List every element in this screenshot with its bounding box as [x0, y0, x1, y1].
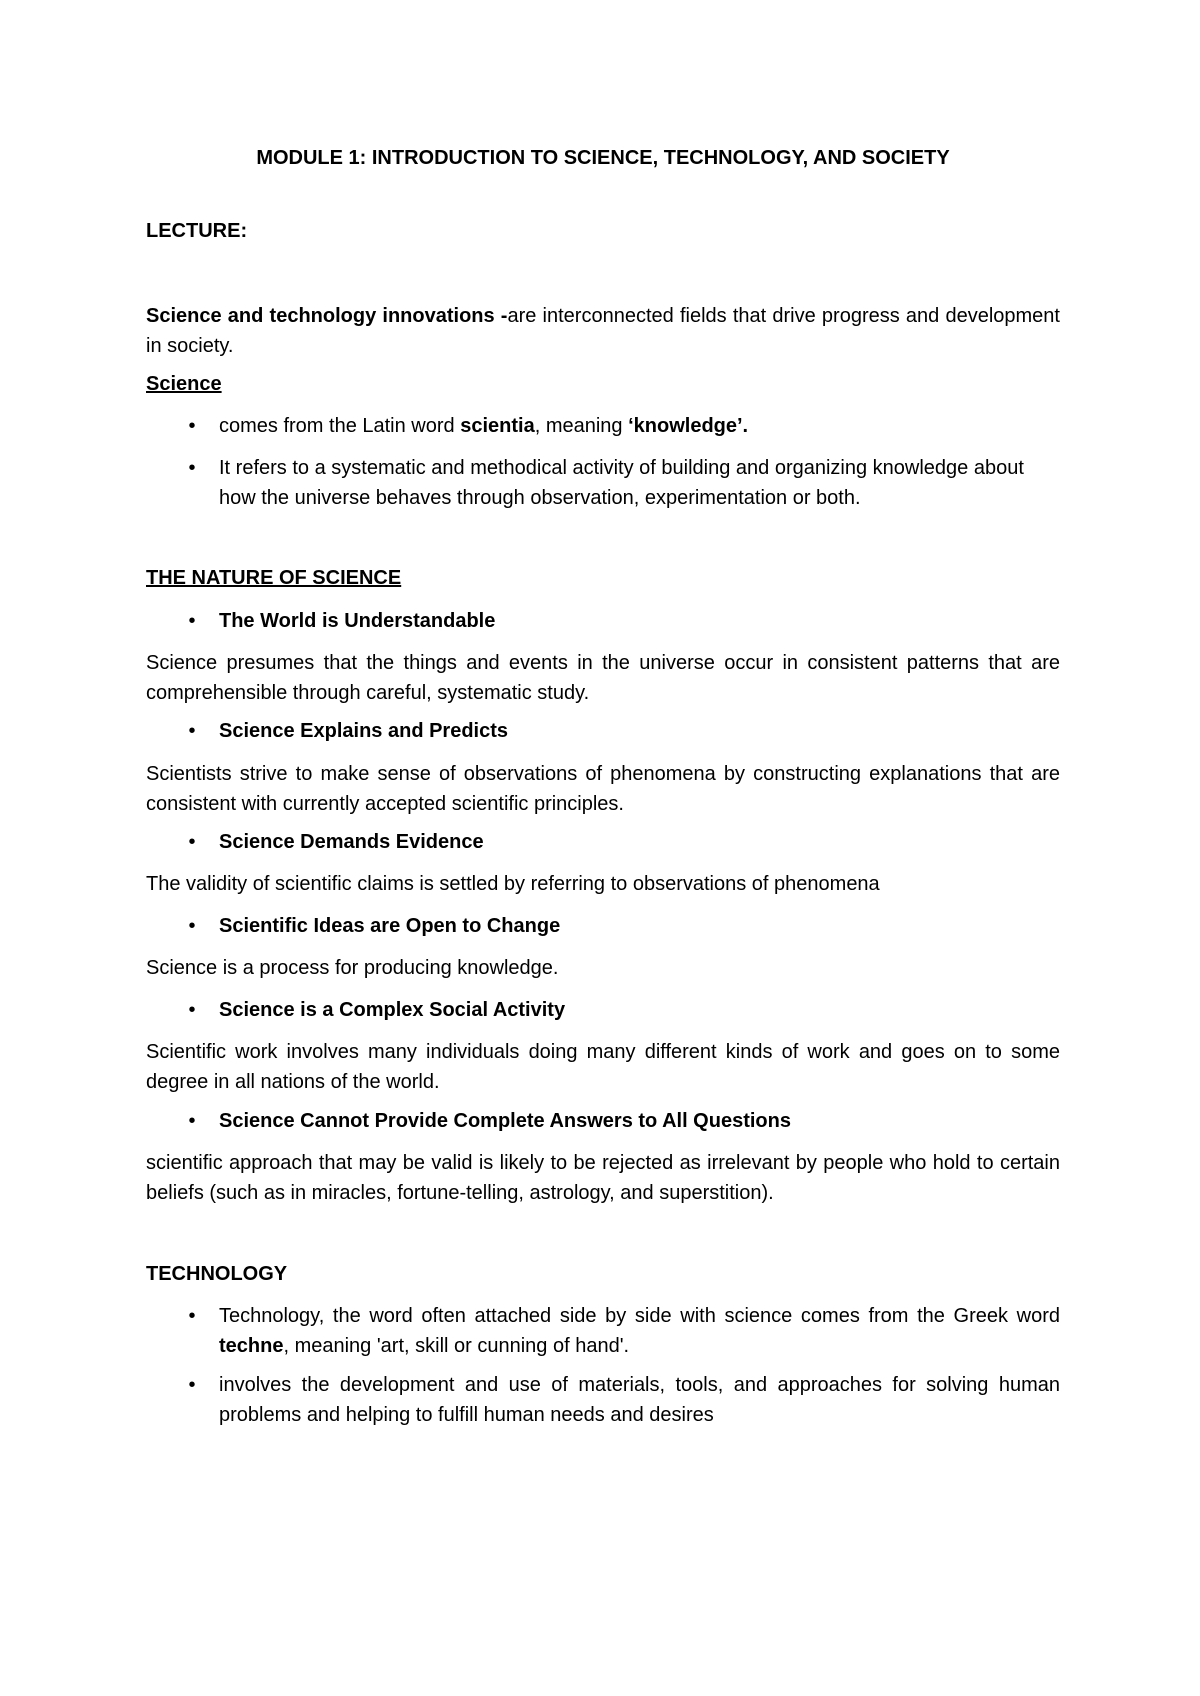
bullet-text-part: Technology, the word often attached side by side with science comes from the Greek word: [219, 1305, 1060, 1327]
nature-item-text: Scientific work involves many individuals doing many different kinds of work and goes on to some degree in all nations of the world.: [146, 1041, 1060, 1093]
science-heading: Science: [146, 373, 222, 395]
nature-item-heading: Science Cannot Provide Complete Answers to All Questions: [219, 1110, 791, 1132]
bullet-icon: •: [188, 610, 196, 632]
bullet-icon: •: [188, 999, 196, 1021]
bullet-text: [219, 411, 1060, 441]
bullet-text-part: , meaning: [534, 415, 629, 437]
nature-item-text: Science is a process for producing knowledge.: [146, 957, 559, 979]
bullet-icon: •: [188, 1374, 196, 1396]
bullet-text: [219, 1301, 1060, 1361]
latin-word: scientia: [460, 415, 535, 437]
nature-item-heading: The World is Understandable: [219, 610, 496, 632]
bullet-icon: •: [188, 415, 196, 437]
lecture-label: LECTURE:: [146, 220, 248, 242]
bullet-icon: •: [188, 831, 196, 853]
nature-item-text: The validity of scientific claims is settled by referring to observations of phenomena: [146, 873, 880, 895]
technology-heading: TECHNOLOGY: [146, 1263, 288, 1285]
bullet-icon: •: [188, 1305, 196, 1327]
nature-item-text: Science presumes that the things and events in the universe occur in consistent patterns that are comprehensible through careful, systematic study.: [146, 652, 1060, 704]
intro-term: Science and technology innovations -: [146, 305, 508, 327]
bullet-icon: •: [188, 915, 196, 937]
bullet-text: It refers to a systematic and methodical activity of building and organizing knowledge about how the universe behaves through observation, experimentation or both.: [219, 457, 1024, 509]
bullet-icon: •: [188, 1110, 196, 1132]
bullet-text: involves the development and use of materials, tools, and approaches for solving human problems and helping to fulfill human needs and desires: [219, 1374, 1060, 1426]
nature-item-heading: Science Explains and Predicts: [219, 720, 509, 742]
intro-paragraph: [146, 301, 1060, 361]
nature-item-text: Scientists strive to make sense of observations of phenomena by constructing explanations that are consistent with currently accepted scientific principles.: [146, 763, 1060, 815]
page-title: MODULE 1: INTRODUCTION TO SCIENCE, TECHNOLOGY, AND SOCIETY: [256, 147, 950, 169]
word-meaning: ‘knowledge’.: [628, 415, 749, 437]
greek-word: techne: [219, 1335, 284, 1357]
nature-item-text: scientific approach that may be valid is likely to be rejected as irrelevant by people who hold to certain beliefs (such as in miracles, fortune-telling, astrology, and superstition).: [146, 1152, 1060, 1204]
intro-definition: are interconnected fields that drive progress and development in society.: [146, 305, 1060, 357]
bullet-text-part: , meaning 'art, skill or cunning of hand'.: [283, 1335, 630, 1357]
bullet-icon: •: [188, 720, 196, 742]
nature-item-heading: Science is a Complex Social Activity: [219, 999, 566, 1021]
nature-heading: THE NATURE OF SCIENCE: [146, 567, 402, 589]
bullet-text-part: comes from the Latin word: [219, 415, 461, 437]
nature-item-heading: Scientific Ideas are Open to Change: [219, 915, 561, 937]
nature-item-heading: Science Demands Evidence: [219, 831, 484, 853]
bullet-icon: •: [188, 457, 196, 479]
